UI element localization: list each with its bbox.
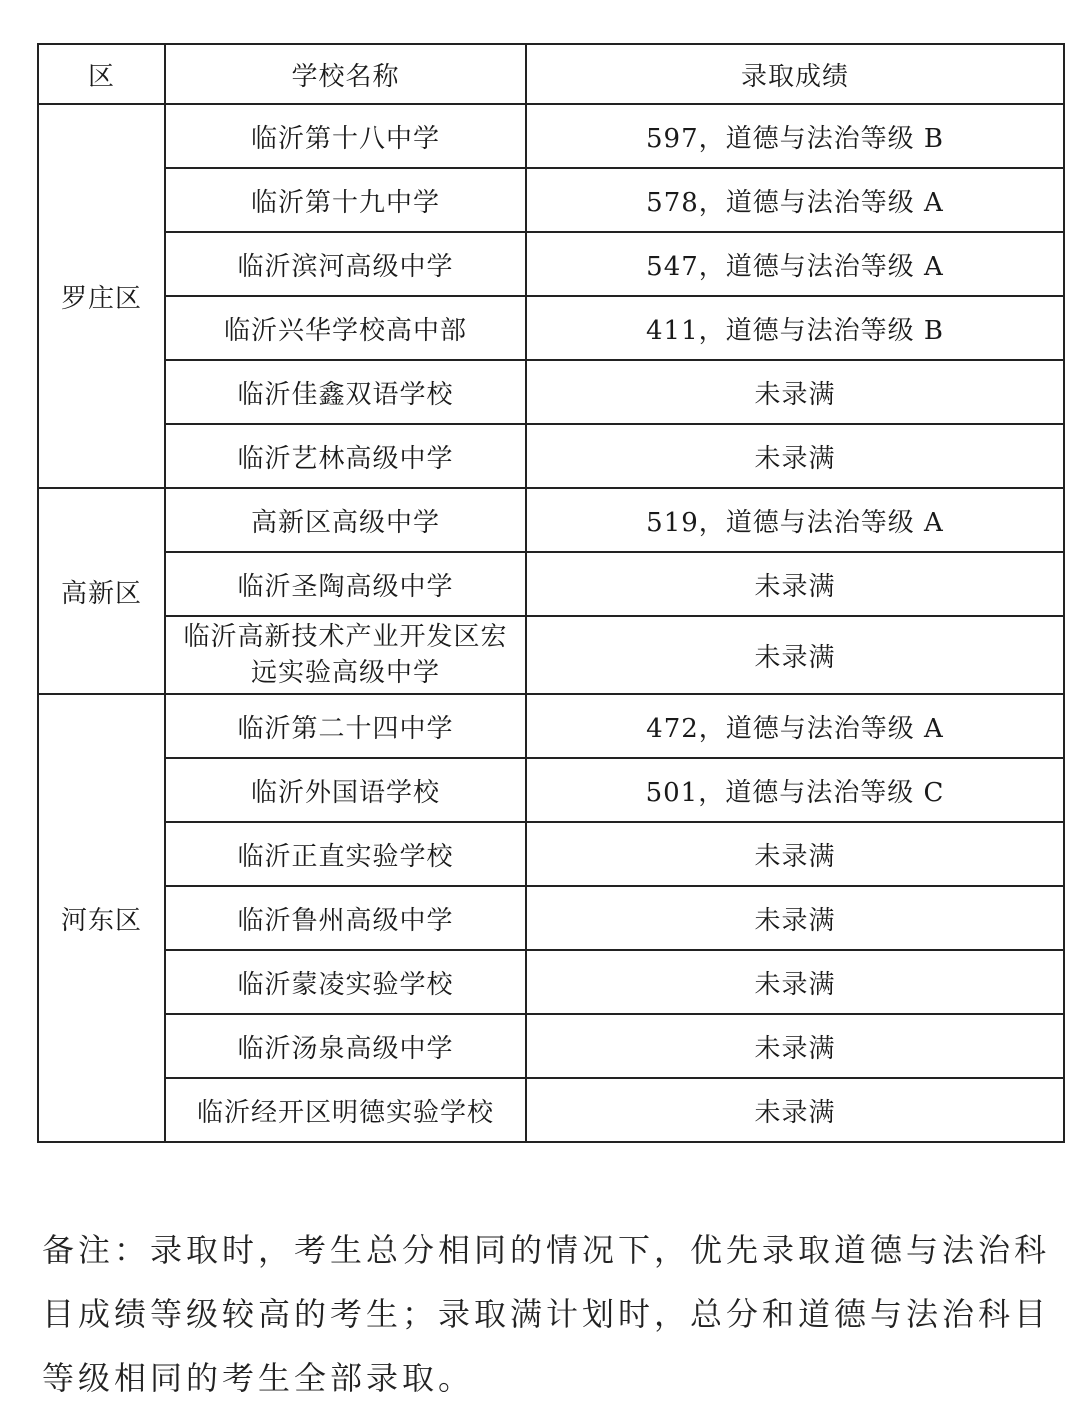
score-cell: 未录满 (526, 360, 1064, 424)
school-name-cell: 临沂第十九中学 (165, 168, 526, 232)
table-row (38, 168, 1064, 232)
school-name-cell: 临沂第二十四中学 (165, 694, 526, 758)
header-admission-score: 录取成绩 (526, 44, 1064, 104)
score-cell: 472，道德与法治等级 A (526, 694, 1064, 758)
district-cell: 罗庄区 (38, 104, 165, 488)
score-cell: 未录满 (526, 1014, 1064, 1078)
school-name-cell: 临沂经开区明德实验学校 (165, 1078, 526, 1142)
school-name-cell: 临沂艺林高级中学 (165, 424, 526, 488)
school-name-cell: 临沂蒙凌实验学校 (165, 950, 526, 1014)
table-row (38, 488, 1064, 552)
table-row (38, 424, 1064, 488)
score-cell: 未录满 (526, 822, 1064, 886)
district-cell: 高新区 (38, 488, 165, 694)
score-cell: 597，道德与法治等级 B (526, 104, 1064, 168)
score-cell: 未录满 (526, 1078, 1064, 1142)
score-cell: 未录满 (526, 886, 1064, 950)
table-row (38, 360, 1064, 424)
school-name-cell: 临沂佳鑫双语学校 (165, 360, 526, 424)
table-row (38, 616, 1064, 694)
table-row (38, 886, 1064, 950)
table-row (38, 552, 1064, 616)
table-row (38, 232, 1064, 296)
school-name-cell: 临沂正直实验学校 (165, 822, 526, 886)
table-header-row (38, 44, 1064, 104)
score-cell: 未录满 (526, 950, 1064, 1014)
score-cell: 411，道德与法治等级 B (526, 296, 1064, 360)
footnote-remarks: 备注：录取时，考生总分相同的情况下，优先录取道德与法治科目成绩等级较高的考生；录取满计划时，总分和道德与法治科目等级相同的考生全部录取。 (42, 1231, 1051, 1397)
school-name-cell: 高新区高级中学 (165, 488, 526, 552)
school-name-cell: 临沂汤泉高级中学 (165, 1014, 526, 1078)
score-cell: 547，道德与法治等级 A (526, 232, 1064, 296)
school-name-cell: 临沂滨河高级中学 (165, 232, 526, 296)
table-row (38, 758, 1064, 822)
school-name-cell: 临沂第十八中学 (165, 104, 526, 168)
header-district: 区 (38, 44, 165, 104)
table-row (38, 822, 1064, 886)
school-name-cell: 临沂鲁州高级中学 (165, 886, 526, 950)
table-row (38, 104, 1064, 168)
score-cell: 未录满 (526, 424, 1064, 488)
table-row (38, 950, 1064, 1014)
table-row (38, 694, 1064, 758)
table-row (38, 1014, 1064, 1078)
school-name-cell: 临沂高新技术产业开发区宏远实验高级中学 (165, 616, 526, 694)
score-cell: 519，道德与法治等级 A (526, 488, 1064, 552)
school-name-cell: 临沂外国语学校 (165, 758, 526, 822)
score-cell: 578，道德与法治等级 A (526, 168, 1064, 232)
school-name-cell: 临沂圣陶高级中学 (165, 552, 526, 616)
score-cell: 501，道德与法治等级 C (526, 758, 1064, 822)
district-cell: 河东区 (38, 694, 165, 1142)
school-name-cell: 临沂兴华学校高中部 (165, 296, 526, 360)
admission-scores-table (37, 43, 1065, 1143)
table-row (38, 296, 1064, 360)
header-school-name: 学校名称 (165, 44, 526, 104)
score-cell: 未录满 (526, 616, 1064, 694)
table-row (38, 1078, 1064, 1142)
score-cell: 未录满 (526, 552, 1064, 616)
